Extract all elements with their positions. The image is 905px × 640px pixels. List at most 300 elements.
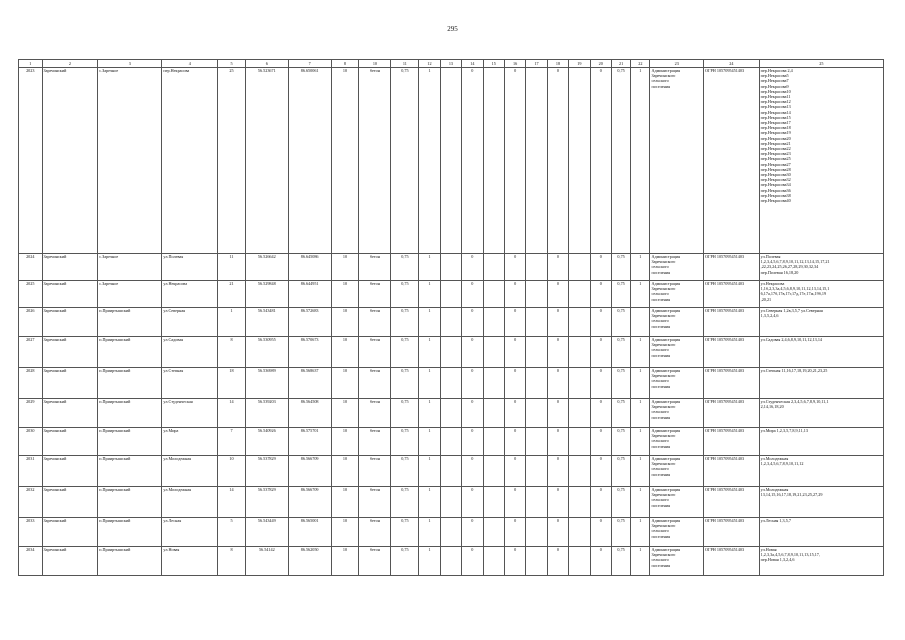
column-header: 16: [504, 60, 525, 68]
column-header: 11: [391, 60, 419, 68]
table-cell: [440, 518, 461, 547]
table-cell: 86.570673: [288, 337, 331, 368]
table-cell: 1: [631, 518, 650, 547]
table-cell: 0: [504, 547, 525, 576]
table-cell: 10: [331, 337, 359, 368]
column-header: 14: [462, 60, 483, 68]
table-cell: 0,75: [391, 337, 419, 368]
table-cell: 86.566709: [288, 487, 331, 518]
table-cell: [483, 456, 504, 487]
table-cell: 2028: [19, 368, 43, 399]
table-cell: 0: [462, 68, 483, 254]
table-cell: ул.Полевая 1,2,3,4,5,6,7,8,9,10,11,12,13,14,15,17,21 ,22,23,24,25,26,27,28,29,30,32,34 пер.Полевая 16,18,20: [759, 254, 883, 281]
table-cell: [483, 254, 504, 281]
table-cell: 56.539203: [245, 399, 288, 428]
table-cell: [631, 308, 650, 337]
table-cell: 0,75: [391, 456, 419, 487]
table-cell: с.Заречное: [98, 254, 162, 281]
table-cell: 0: [547, 254, 568, 281]
table-cell: 10: [331, 428, 359, 456]
table-cell: [526, 547, 547, 576]
column-header: 5: [218, 60, 246, 68]
table-cell: 2030: [19, 428, 43, 456]
column-header: 15: [483, 60, 504, 68]
table-cell: 0: [590, 308, 611, 337]
table-cell: [526, 456, 547, 487]
table-cell: 0: [547, 547, 568, 576]
column-header: 6: [245, 60, 288, 68]
table-cell: ул.Лесная 1,3,5,7: [759, 518, 883, 547]
table-cell: 0: [504, 254, 525, 281]
table-cell: Администрация Заречинского сельского поселения: [650, 337, 704, 368]
table-cell: [569, 456, 590, 487]
table-cell: ОГРН 1057095451403: [704, 337, 760, 368]
table-cell: 2032: [19, 487, 43, 518]
table-cell: [569, 68, 590, 254]
table-cell: 1: [631, 68, 650, 254]
table-cell: 0: [504, 281, 525, 308]
table-cell: 10: [331, 308, 359, 337]
table-row: [19, 281, 884, 308]
table-cell: 56.523671: [245, 68, 288, 254]
table-cell: 1: [419, 399, 440, 428]
table-cell: ОГРН 1057095451403: [704, 456, 760, 487]
table-cell: 86.575701: [288, 428, 331, 456]
table-cell: 14: [218, 487, 246, 518]
column-header: 10: [359, 60, 391, 68]
table-cell: 0: [462, 368, 483, 399]
table-cell: 0,75: [391, 368, 419, 399]
table-cell: [526, 487, 547, 518]
table-cell: ул.Новая 1,2,3,3а,4,5,6,7,8,9,10,11,13,15,17, пер.Новая 1,3,2,4,6: [759, 547, 883, 576]
table-cell: 0,75: [611, 487, 630, 518]
table-cell: 1: [419, 68, 440, 254]
table-cell: 2023: [19, 68, 43, 254]
table-cell: 0: [590, 281, 611, 308]
page-number: 295: [447, 25, 458, 33]
table-cell: 0,75: [611, 456, 630, 487]
table-cell: бетон: [359, 547, 391, 576]
table-cell: Заречинский: [42, 68, 98, 254]
table-cell: [569, 368, 590, 399]
table-cell: [483, 368, 504, 399]
table-cell: 0,75: [611, 254, 630, 281]
table-cell: 86.572683: [288, 308, 331, 337]
table-cell: с.Заречное: [98, 68, 162, 254]
table-cell: [483, 518, 504, 547]
table-cell: [526, 399, 547, 428]
table-cell: 0: [504, 399, 525, 428]
table-cell: [440, 547, 461, 576]
table-cell: 86.565001: [288, 518, 331, 547]
table-cell: 1: [419, 518, 440, 547]
table-cell: [569, 281, 590, 308]
table-cell: Заречинский: [42, 308, 98, 337]
table-cell: бетон: [359, 68, 391, 254]
table-cell: 1: [631, 547, 650, 576]
column-header: 25: [759, 60, 883, 68]
table-cell: 86.650061: [288, 68, 331, 254]
table-cell: п.Прииртышский: [98, 337, 162, 368]
table-cell: 0: [590, 337, 611, 368]
table-cell: 10: [331, 68, 359, 254]
table-cell: ОГРН 1057095451403: [704, 487, 760, 518]
table-cell: 0,75: [611, 368, 630, 399]
table-cell: 8: [218, 547, 246, 576]
table-cell: [526, 308, 547, 337]
table-cell: 2024: [19, 254, 43, 281]
table-cell: 56.536989: [245, 368, 288, 399]
table-cell: Администрация Заречинского сельского поселения: [650, 308, 704, 337]
column-header: 3: [98, 60, 162, 68]
table-cell: [526, 254, 547, 281]
table-cell: 0: [504, 456, 525, 487]
table-cell: Администрация Заречинского сельского поселения: [650, 456, 704, 487]
table-cell: [440, 456, 461, 487]
register-body: [19, 60, 884, 576]
table-cell: 0: [504, 337, 525, 368]
table-cell: с.Заречное: [98, 281, 162, 308]
table-cell: 1: [419, 487, 440, 518]
table-cell: бетон: [359, 368, 391, 399]
table-cell: 0: [547, 281, 568, 308]
table-cell: 0,75: [391, 487, 419, 518]
table-cell: Администрация Заречинского сельского поселения: [650, 547, 704, 576]
table-cell: [440, 281, 461, 308]
table-cell: п.Прииртышский: [98, 399, 162, 428]
table-cell: [440, 428, 461, 456]
table-cell: пер.Некрасова 2,4 пер.Некрасова5 пер.Некрасова7 пер.Некрасова9 пер.Некрасова10 пер.Некрасова11 пер.Некрасова12 пер.Некрасова13 пер.Некрасова14 пер.Некрасова15 пер.Некрасова17 пер.Некрасова18 пер.Некрасова19 пер.Некрасова20 пер.Некрасова21 пер.Некрасова22 пер.Некрасова23 пер.Некрасова25 пер.Некрасова27 пер.Некрасова28 пер.Некрасова30 пер.Некрасова32 пер.Некрасова34 пер.Некрасова36 пер.Некрасова38 пер.Некрасова40: [759, 68, 883, 254]
table-cell: 0: [547, 399, 568, 428]
table-cell: [569, 399, 590, 428]
table-cell: 86.566709: [288, 456, 331, 487]
table-cell: 1: [631, 487, 650, 518]
table-cell: 0: [462, 547, 483, 576]
table-cell: ул.Мира: [162, 428, 218, 456]
table-cell: бетон: [359, 487, 391, 518]
table-cell: 0,75: [391, 547, 419, 576]
table-cell: Администрация Заречинского сельского поселения: [650, 68, 704, 254]
table-cell: 0: [547, 456, 568, 487]
table-cell: [440, 254, 461, 281]
table-cell: п.Прииртышский: [98, 487, 162, 518]
table-cell: 0: [504, 68, 525, 254]
table-cell: 0: [590, 547, 611, 576]
table-cell: 0: [462, 518, 483, 547]
table-cell: 0: [547, 337, 568, 368]
table-cell: 86.644951: [288, 281, 331, 308]
table-cell: ул.Лесная: [162, 518, 218, 547]
column-header: 22: [631, 60, 650, 68]
table-cell: 10: [331, 456, 359, 487]
table-cell: 0: [462, 254, 483, 281]
table-row: [19, 399, 884, 428]
table-cell: 2031: [19, 456, 43, 487]
table-cell: 1: [631, 456, 650, 487]
table-cell: 2029: [19, 399, 43, 428]
table-cell: 86.564508: [288, 399, 331, 428]
table-cell: ул.Студенческая 2,3,4,5,6,7,8,9,10,11,1 2,14,16,18,20: [759, 399, 883, 428]
column-header: 2: [42, 60, 98, 68]
table-cell: 2033: [19, 518, 43, 547]
table-cell: ул.Полевая: [162, 254, 218, 281]
table-cell: ул.Молодежная: [162, 456, 218, 487]
column-header: 19: [569, 60, 590, 68]
table-cell: 56.54142: [245, 547, 288, 576]
table-cell: 0: [547, 428, 568, 456]
table-cell: [569, 254, 590, 281]
column-header: 1: [19, 60, 43, 68]
column-header: 12: [419, 60, 440, 68]
table-cell: п.Прииртышский: [98, 547, 162, 576]
table-cell: 10: [331, 281, 359, 308]
table-cell: 0: [462, 308, 483, 337]
table-cell: [483, 281, 504, 308]
table-cell: 86.568637: [288, 368, 331, 399]
table-cell: [483, 68, 504, 254]
column-header: 20: [590, 60, 611, 68]
table-cell: ул.Садовая 2,4,6,8,9,10,11,12,13,14: [759, 337, 883, 368]
table-cell: п.Прииртышский: [98, 428, 162, 456]
column-header: 13: [440, 60, 461, 68]
table-cell: ул.Новая: [162, 547, 218, 576]
table-cell: 0,75: [391, 399, 419, 428]
column-header: 18: [547, 60, 568, 68]
table-cell: 0: [504, 368, 525, 399]
table-cell: бетон: [359, 308, 391, 337]
table-cell: [483, 547, 504, 576]
table-row: [19, 428, 884, 456]
table-cell: 1: [419, 337, 440, 368]
table-cell: [483, 399, 504, 428]
table-cell: 10: [331, 399, 359, 428]
table-cell: [483, 428, 504, 456]
table-cell: 0: [590, 68, 611, 254]
table-cell: ул.Садовая: [162, 337, 218, 368]
table-cell: ОГРН 1057095451403: [704, 281, 760, 308]
table-cell: [569, 337, 590, 368]
table-cell: 11: [218, 254, 246, 281]
table-row: [19, 337, 884, 368]
table-cell: ул.Степная 11,16,17,18,19,20,21,23,25: [759, 368, 883, 399]
table-cell: 0: [590, 456, 611, 487]
table-cell: 0: [590, 399, 611, 428]
table-cell: 21: [218, 281, 246, 308]
table-cell: 1: [419, 308, 440, 337]
table-cell: бетон: [359, 281, 391, 308]
table-cell: Заречинский: [42, 428, 98, 456]
table-cell: 0: [504, 487, 525, 518]
table-cell: 1: [218, 308, 246, 337]
table-cell: 86.645086: [288, 254, 331, 281]
table-cell: ОГРН 1057095451403: [704, 518, 760, 547]
table-cell: 14: [218, 399, 246, 428]
table-cell: 0,75: [391, 254, 419, 281]
table-cell: 56.529848: [245, 281, 288, 308]
table-cell: 0: [462, 456, 483, 487]
table-cell: 0,75: [611, 68, 630, 254]
table-cell: Заречинский: [42, 487, 98, 518]
table-cell: [483, 487, 504, 518]
table-cell: 56.537829: [245, 456, 288, 487]
table-cell: 25: [218, 68, 246, 254]
table-cell: 0,75: [391, 428, 419, 456]
table-cell: 0: [504, 428, 525, 456]
table-cell: бетон: [359, 428, 391, 456]
table-cell: [569, 518, 590, 547]
column-header: 24: [704, 60, 760, 68]
table-cell: 10: [331, 254, 359, 281]
column-header: 23: [650, 60, 704, 68]
register-table: [18, 59, 884, 576]
table-cell: 0: [504, 518, 525, 547]
table-cell: 56.543481: [245, 308, 288, 337]
table-cell: 0: [462, 337, 483, 368]
table-cell: 1: [419, 254, 440, 281]
table-cell: [569, 308, 590, 337]
table-cell: ОГРН 1057095451403: [704, 254, 760, 281]
table-cell: бетон: [359, 456, 391, 487]
column-header: 7: [288, 60, 331, 68]
table-cell: ул.Студенческая: [162, 399, 218, 428]
table-cell: [440, 68, 461, 254]
table-cell: 18: [218, 368, 246, 399]
table-cell: Заречинский: [42, 281, 98, 308]
table-cell: [526, 68, 547, 254]
table-cell: ОГРН 1057095451403: [704, 68, 760, 254]
table-cell: 1: [631, 337, 650, 368]
table-cell: ул.Некрасова: [162, 281, 218, 308]
table-cell: 10: [331, 547, 359, 576]
table-cell: Администрация Заречинского сельского поселения: [650, 428, 704, 456]
table-cell: [440, 308, 461, 337]
table-cell: Заречинский: [42, 254, 98, 281]
table-cell: 1: [419, 456, 440, 487]
table-cell: 56.526642: [245, 254, 288, 281]
table-cell: 10: [331, 518, 359, 547]
table-cell: 0,75: [611, 337, 630, 368]
table-cell: 0,75: [611, 428, 630, 456]
column-header: 8: [331, 60, 359, 68]
table-cell: пер.Некрасова: [162, 68, 218, 254]
column-header: 17: [526, 60, 547, 68]
table-cell: 0,75: [611, 281, 630, 308]
table-cell: 56.530955: [245, 337, 288, 368]
table-cell: Администрация Заречинского сельского поселения: [650, 254, 704, 281]
table-cell: ул.Степная: [162, 368, 218, 399]
table-cell: ОГРН 1057095451403: [704, 547, 760, 576]
table-cell: [526, 337, 547, 368]
table-cell: ул.Некрасова 1,1б,2,3,3а,4,5,6,8,9,10,11,12,13,14,15,1 6,17а,17б,17в,17г,17д,17е,17ж,19б,19 ,20,21: [759, 281, 883, 308]
table-cell: 0: [590, 428, 611, 456]
table-cell: 0: [547, 68, 568, 254]
table-cell: Заречинский: [42, 337, 98, 368]
table-cell: п.Прииртышский: [98, 518, 162, 547]
table-cell: [483, 308, 504, 337]
table-cell: Администрация Заречинского сельского поселения: [650, 281, 704, 308]
table-cell: 0,75: [611, 547, 630, 576]
table-cell: 0,75: [391, 308, 419, 337]
table-cell: п.Прииртышский: [98, 308, 162, 337]
table-cell: [440, 368, 461, 399]
table-cell: [569, 428, 590, 456]
table-cell: [440, 337, 461, 368]
table-cell: [526, 281, 547, 308]
table-cell: 2027: [19, 337, 43, 368]
table-cell: 1: [419, 547, 440, 576]
table-cell: 10: [218, 456, 246, 487]
table-cell: ОГРН 1057095451403: [704, 428, 760, 456]
table-cell: п.Прииртышский: [98, 368, 162, 399]
table-cell: 8: [218, 337, 246, 368]
table-cell: 7: [218, 428, 246, 456]
table-cell: 56.540926: [245, 428, 288, 456]
table-cell: ОГРН 1057095451403: [704, 308, 760, 337]
table-cell: Администрация Заречинского сельского поселения: [650, 399, 704, 428]
table-cell: [440, 487, 461, 518]
table-cell: бетон: [359, 254, 391, 281]
table-cell: бетон: [359, 399, 391, 428]
table-row: [19, 254, 884, 281]
table-cell: 0,75: [611, 518, 630, 547]
table-cell: Заречинский: [42, 547, 98, 576]
table-cell: 0,75: [611, 399, 630, 428]
table-cell: [440, 399, 461, 428]
table-cell: 1: [631, 368, 650, 399]
table-cell: ул.Молодежная: [162, 487, 218, 518]
table-cell: [526, 368, 547, 399]
table-cell: 1: [631, 428, 650, 456]
table-cell: 0: [462, 487, 483, 518]
table-cell: 0: [462, 399, 483, 428]
table-cell: 0: [590, 368, 611, 399]
table-cell: 2034: [19, 547, 43, 576]
table-cell: [569, 487, 590, 518]
table-cell: 0: [462, 281, 483, 308]
table-cell: 1: [419, 428, 440, 456]
table-cell: 0: [504, 308, 525, 337]
table-row: [19, 547, 884, 576]
table-row: [19, 308, 884, 337]
table-cell: Заречинский: [42, 399, 98, 428]
table-cell: ОГРН 1057095451403: [704, 399, 760, 428]
table-cell: бетон: [359, 337, 391, 368]
table-cell: 10: [331, 368, 359, 399]
table-cell: 56.537829: [245, 487, 288, 518]
table-cell: Администрация Заречинского сельского поселения: [650, 518, 704, 547]
table-cell: ул.Северная: [162, 308, 218, 337]
table-cell: 2026: [19, 308, 43, 337]
table-cell: 5: [218, 518, 246, 547]
table-cell: п.Прииртышский: [98, 456, 162, 487]
table-cell: [526, 518, 547, 547]
table-cell: 0: [547, 487, 568, 518]
table-cell: 56.543449: [245, 518, 288, 547]
table-cell: Заречинский: [42, 456, 98, 487]
table-cell: [483, 337, 504, 368]
table-cell: 86.562050: [288, 547, 331, 576]
table-cell: ул.Молодежная 1,2,3,4,5,6,7,8,9,10,11,12: [759, 456, 883, 487]
table-cell: 0: [547, 308, 568, 337]
table-cell: 2025: [19, 281, 43, 308]
table-cell: Администрация Заречинского сельского поселения: [650, 487, 704, 518]
header-row: [19, 60, 884, 68]
table-row: [19, 518, 884, 547]
table-cell: 0,75: [391, 68, 419, 254]
table-cell: 1: [631, 254, 650, 281]
table-cell: 0: [590, 254, 611, 281]
table-cell: ул.Мира 1,2,3,5,7,8,9,11,13: [759, 428, 883, 456]
